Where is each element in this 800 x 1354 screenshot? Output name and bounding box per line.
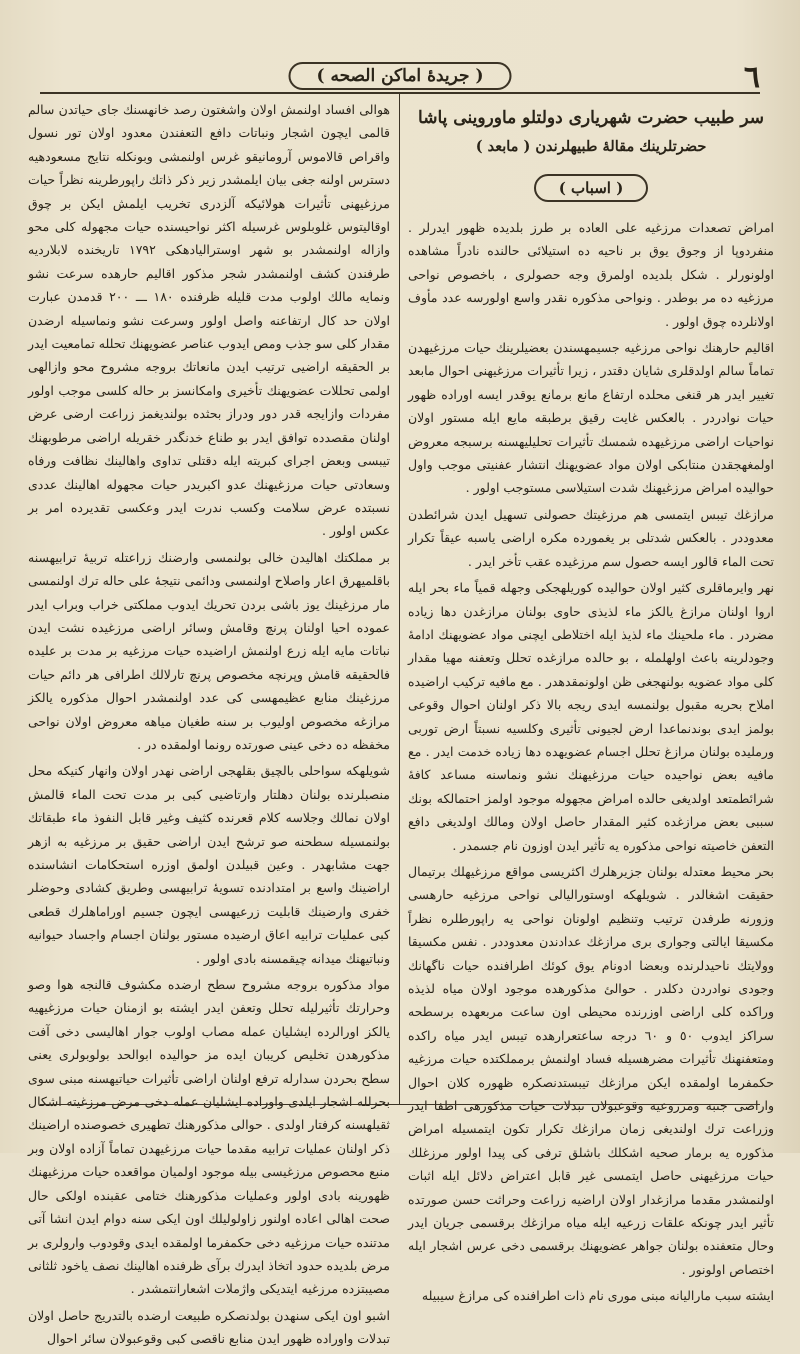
paragraph: بحر محیط معتدله بولنان جزیرهلرك اکثریسی مواقع مرزغیهلك برتیمال حقیقت اشغالدر . شویلهکه اوستورالیالی نواحی مرزغیه حارهسی وزورنه طرفدن ترتیب وتنظیم اولونان نواحی یه راپورطلره نظراً مکسیقا ایالتی وجواری بری مرازغك عدادندن معدوددر . نفس مکسیقا وولایتك ناحیدلرنده وبعضا ادونام یوق کوئك اطرافنده حیات ناگهانك وجودی نوادردن دکلدر . حوالئ مذکورهده موجود اولان میاه لذیذه وراکده کلی اراضی اوزرنده محیطی اون ساعت مربعهده برسطحه سراکز ایدوب ٥٠ و ٦٠ درجه ساعتعرارهده تیبس ایدر میاه راکده ومتعفنهنك تأثیرات مضرهسیله فساد اولنمش برمملکتده حیات مرزغیه حکمفرما اولمقده ایکن مرازغك تیبستدنصکره ظهوره کلان احوال واراضی جنبه ومزروعیه وقوعبولان تبدلات حیات مذکورهی اطفا ایدر وزراعت ترك اولندیغی زمان مرازغك تکرار تکون ایتمسیله امراض مذکوره یه برمار صحیه اشکلك باشلق ترفی کی پیدا اولور مرزغلك حیات مرزغیهنی حاصل ایتمسی غیر قابل اعتراض دلائل ایله اثبات اولنمشدر مقدما مرازغدار اولان اراضیه زراعت وحراثت حسن صورتده تأثیر ایدر چونکه علقات زرعیه ایله میاه مرازغك برقسمی جریان ایدر وحال متعفنده بولنان جواهر عضویهنك برقسمی دخی عرس اشجار ایله اختصاص اولونور . [408, 863, 774, 1277]
paragraph: مواد مذکوره بروجه مشروح سطح ارضده مکشوف قالنجه هوا وصو وحرارتك تأثیرلیله تحلل وتعفن ایدر ایشته بو ازمنان حیات مرزغیهیه یالکز اورالرده ایشلیان عمله مصاب اولوب جوار اهالیسی دخی آفت مذکورهدن تخلیص کریبان ایده مز حوالیده ابوالحد بولوبولری یعنی سطح بحردن سدارله ترفع اولنان اراضی تأثیرات حیاتیهسنه مبنی سوی بحرلله اشجار ایلدی واوراده ایشلیان عمله دخی مرض مرزغیته اشکال ثقیلهسنه کرفتار اولدی . حوالی مذکورهنك تطهیری خصوصنده اراضینك ذکر اولنان عملیات ترابیه مقدما حیات مرزغیهدن تماماً آزاده اولان وبر منبع محصوص مرزغیسی بیله موجود اولمیان مواقعده حیات مرزغیهنك ظهورینه بادی اولور وعملیات مذکورهنك ختامی عقبنده اولکی حال صحت اهالی اعاده اولنور زاولولیلك اون ایکی سنه دوام ایدن انشا آتی مدتنده حیات مرزغیه دخی حکمفرما اولمقده ایدی وقودوب وارولری بر مرض بلدیده حدود اتخاذ ایدرك برآی ظرفنده اهالینك نصف یاخود ثلثانی مصیبتزده مرزغیه ایتدیکی واژملات اشعارانتمشدر . [28, 977, 390, 1297]
right-column [408, 98, 774, 1311]
paragraph: بر مملکتك اهالیدن خالی بولنمسی وارضنك زراعتله تربیهٔ ترابیهسنه باقلمیهرق اعار واصلاح اولنمسی ودائمی نتیجهٔ علی حاله ترك اولنمسی مار مرزغینك یوز باشی بردن تحریك ایدوب مملکتی خراب وبراب ایدر عموده احیا اولنان پرنچ وقامش وسائر اراضی مرزغیده نشت ایدن نباتات مایه ایله زرع اولنمش اراضیده حیات مرزغیه بر مدت بر علیده فالحقیقه قامش وپرنچه مخصوص پرنچ تارلالك اطرافی هر دائم حیات مرزغینك منابع عظیمهسی کی عدد اولنمشدر احوال مذکوره یالکز مرازغه مخصوص اولیوب بر سنه طغیان میاهه معروض اولان نواحی مخفظه ده دخی عینی صورتده رونما اولمقده در . [28, 549, 390, 752]
paragraph: امراض تصعدات مرزغیه علی العاده بر طرز بلدیده ظهور ایدرلر . منفردوپا از وجوق یوق بر ناحیه ده استیلائی حالنده نادراً مشاهده اولونورلر . شکل بلدیده اولمرق وجه حصولری ، باخصوص نواحی مرزغیه ده مر بوطدر . ونواحی مذکوره نقدر واسع اولورسه عدد مأوف اولانلرده چوق اولور . [408, 220, 774, 329]
page-header [30, 58, 770, 94]
paragraph: اشبو اون ایکی سنهدن بولدنصکره طبیعت ارضده بالتدریج حاصل اولان تبدلات واوراده ظهور ایدن منابع ناقصی کبی وقوعبولان سائر احوال [28, 1307, 390, 1347]
article-subtitle: حضرتلرینك مقالهٔ طبیهلرندن ( مابعد ) [475, 138, 707, 155]
paragraph: ایشته سبب ماراليانه مبنی موری نام ذات اطرافنده کی مرازغ سیبیله [421, 1288, 774, 1304]
paragraph: نهر وایرماقلری کثیر اولان حوالیده کوریلهجکی وجهله قمیاً ماء بحر ایله اروا اولنان مرازغ یالکز ماء لذیذی حاوی بولنان مرازغدن دها زیاده مضردر . ماء ملحینك ماء لذیذ ایله اختلاطی ایچنی مواد عضویهنك ادامهٔ وجودلرینه باعث اولهلمله ، بو حالده مرازغده تحلل وتعفنه مهیا مقدار کلی مواد عضویه بولنهجغی ظن اولونمقدهدر . مع مافیه ترکیب اراضیده املاح بحریه مقبول بولنمسه ایدی ریجه بالا ذکر اولنان احوال وقوعی بولمز ایدی بوندنماعدا ارض لجیونی تأثیری وکلسیه نسبتاً ارض توربی ورملیده بولنان مرازغ تحلل اجسام عضویهده دها زیاده خدمت ایدر . مع مافیه بعض نواحیده حیات مرزغیهنك نشو ونماسنه مساعد کافهٔ شرائطمتعد اولدیغی حالده امراض مجهوله موجود اولمز احتمالکه بونك سببی بعض مرازغده کثیر المقدار حاصل اولان ومالك اولدیغی دافع التعفن خاصیته نواحی مذکوره یه تأثیر ایدن اوزون نام جسمدر . [408, 580, 774, 853]
page-number: ٦ [743, 60, 760, 95]
paragraph: هوالی افساد اولنمش اولان واشغتون رصد خانهسنك جای حیاتدن سالم قالمی ایچون اشجار ونباتات دافع التعفندن معدود اولان تور نسول واقراص قالاموس آرومانیقو غرس اولنمشی وبونکله نتایج مسعودهیه دسترس اولنه جغی بیان ایلمشدر زیر ذکر ذاتك راپورطرینه نظراً حیات مرزغیهنی تأثیرات هولائیکه آلزدری تخریب ایلمش ایکن بر چوق اوقالیتوس غلوبلوس غرسیله اکثر نواحیسنده حیات مجهوله کلی محو وازاله اولنمشدر بو شهر اوستراليادهکی ١٧٩٢ تاریخنده لابلاردیه طرفندن کشف اولنمشدر شجر مذکور اقالیم حارهده سرعت نشو ونمایه مالك اولوب مدت قلیله ظرفنده ١٨٠ ـــ ٢٠٠ قدمدن عبارت اولان حد کال ارتفاعنه واصل اولور وسرعت نشو ونماسیله ارضدن مقدار کلی سو جذب ومص ایدوب عناصر عضویهنك تحلله تمامعیت ایدر بر الحقیقه اراضیی ترتیب ایدن مانعاتك بروجه مشروح محو وازالهی اولمی تحللات عضویهنك تأخیری وامکانسز بر حاله کلسی موجب اولور مفردات وازایجه قدر دور ودراز بحثده بولندیغمز زراعت ارضی عرض اولنان مقصدده توافق ایدر بو طناع خدنگدر خقریله اراضی مرطوبهنك تیبسی وبعض اجرای کبریته ایله دقتلی تداوی واهالینك نظافت ورفاه وسعادتی حیات مرزغیهنك عدو اکبریدر حیات مجهوله اهالینك عددی نسبتده عرض سلامت وکسب ندرت ایدر وعکسی تقدیرده امر بر عکس اولور . [28, 102, 390, 539]
paragraph: اقالیم حارهنك نواحی مرزغیه جسیمهسندن بعضیلرینك حیات مرزغیهدن تماماً سالم اولدقلری شایان دقتدر ، زیرا تأثیرات مرزغیهنی احوال مابعد تغییر ایدر هر قنغی محلده ارتفاع مانع برمانع یوقدر ایسه اوراده ظهور حیات نوادردر . بالعکس غایت رقیق برطبقه مایع ایله مستور اولان نواحیات اراضی مرزغیهده شمسك تأثیرات تحلیلیهسنه برسبجه معروض اولمغهجقدن منتابكی اولان مواد عضویهنك انتشار عفنیتی موجب واول حوالیده امراض مرزغیهنك شدت استیلاسی مستوجب اولور . [408, 340, 774, 496]
article-title: سر طبیب حضرت شهریاری دولتلو ماوروینی پاشا [418, 108, 764, 128]
left-column [28, 98, 390, 1354]
section-title: ( اسباب ) [534, 174, 648, 202]
header-rule [40, 92, 760, 94]
paragraph: مرازغك تیبس ایتمسی هم مرزغیتك حصولنی تسهیل ایدن شرائطدن معدوددر . بالعکس شدتلی بر یغمورده مکره اراضی یاسبه عیقاً تکرار تحت الماء قالور ایسه حصول سم مرزغیده عقب تأخر ایدر . [408, 506, 774, 569]
bottom-rule [40, 1104, 760, 1105]
column-divider [399, 92, 400, 1104]
paragraph: شویلهکه سواحلی بالچیق بقلهجی اراضی نهدر اولان وانهار کنیکه محل منصبلرنده بولنان دهلتار وارتاضیی کبی بر مدت تحت الماء قالمش اولان نمالك وجلاسه کلام قعرنده کثیف وغیر قابل النفوذ ماء طبقاتك بولنمسیله سطحنه صو ترشح ایدن اراضی حقیق بر مرزغیه به ازهر جهت مشابهدر . وعین قبیلدن اولمق اوزره استحکامات انشاسنده اراضینك واسع بر امتدادنده تسویهٔ ترابیهسی وطریق کشادی وحوضلر خفری وارضینك قابلیت زرعیهسی ایچون جسیم اوراماهلرك قطعی کبی عملیات ترابیه اعاق ارضیده مستور بولنان اجسام واجساد حیوانیه ونباتیهنك میدانه چیقمسنه بادی اولور . [28, 763, 390, 966]
journal-title: ( جریدهٔ اماکن الصحه ) [289, 62, 512, 90]
